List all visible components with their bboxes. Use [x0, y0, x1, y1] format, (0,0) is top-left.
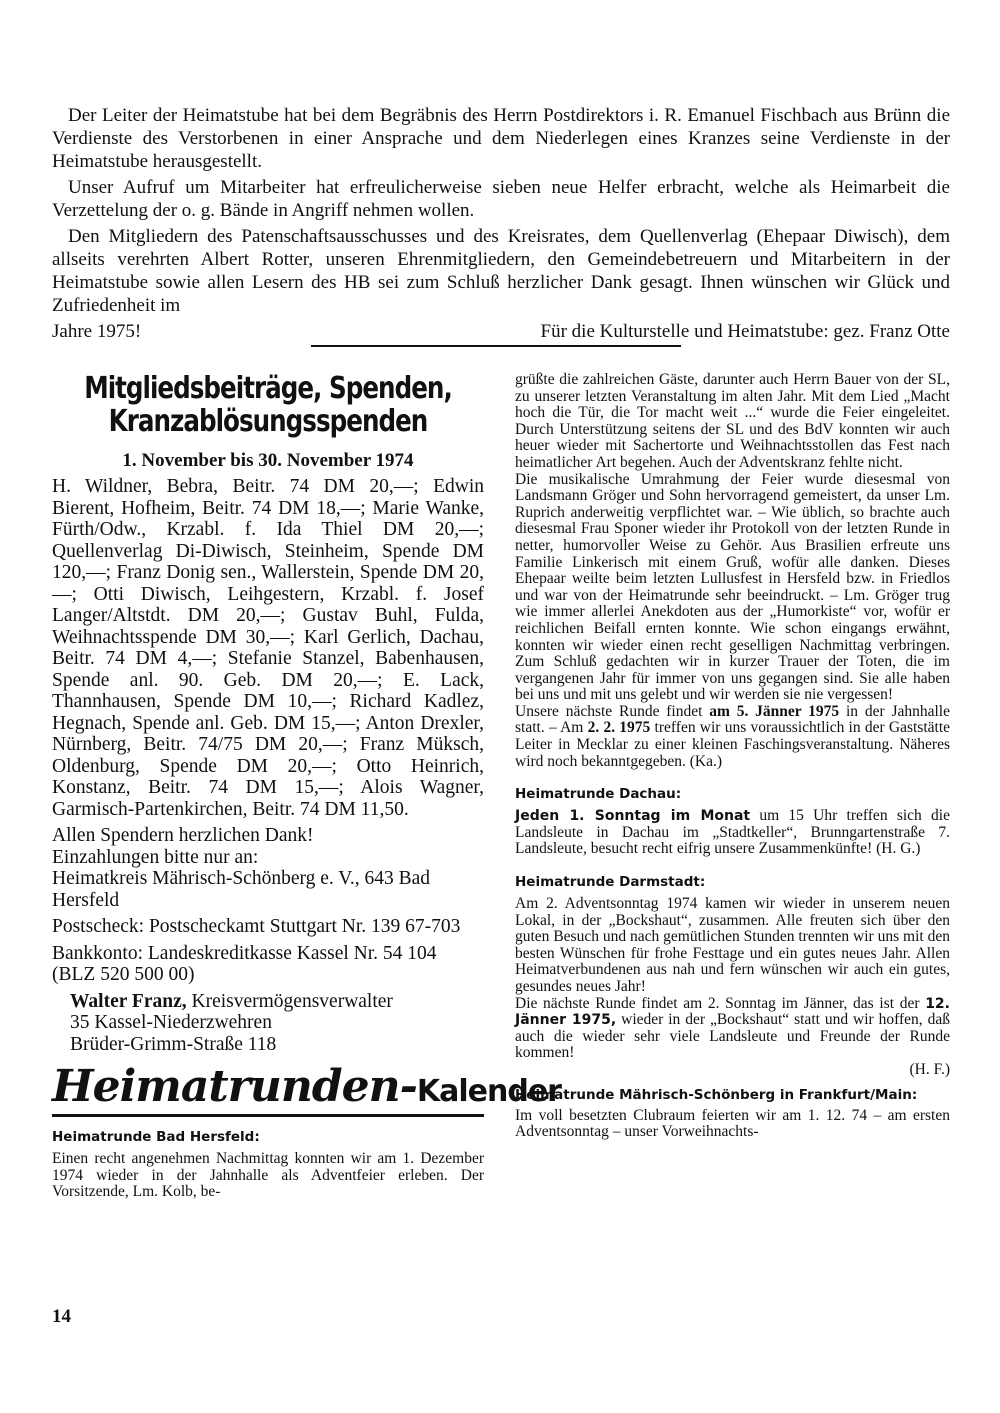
darmstadt-text-2c: wieder in der „Bockshaut“ statt und wir hoffen, daß auch die wieder sehr viele Landsleute und Freunde der Runde kommen! [515, 1011, 950, 1062]
treasurer-city: 35 Kassel-Niederzwehren [70, 1012, 272, 1033]
treasurer [52, 991, 484, 1013]
bad-hersfeld-text-music: Die musikalische Umrahmung der Feier wurde diesesmal von Landsmann Gröger und Sohn hervorragend gemeistert, da unser Lm. Ruprich anderweitig verpflichtet war. – Wie üblich, so brachte auch diesesmal Frau Sponer wieder ihr Protokoll von der letzten Runde in netter, humorvoller Weise zu Gehör. Aus Brasilien erfreute uns Familie Linkerisch mit einem Gruß, wofür alle danken. Dieses Ehepaar weilte beim letzten Lullusfest in Hersfeld bzw. in Friedlos und war von der Heimatrunde sehr beeindruckt. – Lm. Gröger trug wie immer allerlei Anekdoten aus der „Humorkiste“ vor, wofür er reichlichen Beifall ernten konnte. Wie schon eingangs erwähnt, konnten wir wieder einen recht geselligen Nachmittag verbringen. Zum Schluß gedachten wir in kurzer Trauer der Toten, die im vergangenen Jahr für immer von uns gegangen sind. Sie alle haben bei uns und mit uns gelebt und wir werden sie nie vergessen! [515, 470, 950, 704]
next-meeting-date-1: am 5. Jänner 1975 [709, 702, 840, 720]
darmstadt-text-2 [515, 996, 950, 1062]
donations-heading-line-2: Kranzablösungsspenden [108, 404, 428, 439]
frankfurt-text: Im voll besetzten Clubraum feierten wir am 1. 12. 74 – am ersten Adventsonntag – unser Vorweihnachts- [515, 1106, 950, 1141]
dachau-schedule: Jeden 1. Sonntag im Monat [515, 808, 751, 825]
intro-paragraph-2: Unser Aufruf um Mitarbeiter hat erfreulicherweise sieben neue Helfer erbracht, welche als Heimarbeit die Verzettelung der o. g. Bände in Angriff nehmen wollen. [52, 177, 950, 221]
donations-heading [58, 372, 478, 438]
donations-list: H. Wildner, Bebra, Beitr. 74 DM 20,—; Edwin Bierent, Hofheim, Beitr. 74 DM 18,—; Marie Wanke, Fürth/Odw., Krzabl. f. Ida Thiel DM 20,—; Quellenverlag Di-Diwisch, Steinheim, Spende DM 120,—; Franz Donig sen., Wallerstein, Spende DM 20,—; Otti Diwisch, Leihgestern, Krzabl. f. Josef Langer/Altstdt. DM 20,—; Gustav Buhl, Fulda, Weihnachtsspende DM 30,—; Karl Gerlich, Dachau, Beitr. 74 DM 4,—; Stefanie Stanzel, Babenhausen, Spende anl. 90. Geb. DM 20,—; E. Lack, Thannhausen, Spende DM 10,—; Richard Kadlez, Hegnach, Spende anl. Geb. DM 15,—; Anton Drexler, Nürnberg, Beitr. 74/75 DM 20,—; Franz Müksch, Oldenburg, Spende DM 20,—; Otto Heinrich, Konstanz, Beitr. 74 DM 15,—; Alois Wagner, Garmisch-Partenkirchen, Beitr. 74 DM 11,50. [52, 476, 484, 820]
bad-hersfeld-text-start: Einen recht angenehmen Nachmittag konnten wir am 1. Dezember 1974 wieder in der Jahnhalle als Adventfeier erleben. Der Vorsitzende, Lm. Kolb, be- [52, 1150, 484, 1201]
frankfurt-heading: Heimatrunde Mährisch-Schönberg in Frankfurt/Main: [515, 1086, 918, 1103]
next-meeting-text-e: treffen wir uns voraussichtlich in der Gaststätte Leiter in Mecklar zu einer kleinen Faschingsveranstaltung. Näheres wird noch bekanntgegeben. (Ka.) [515, 719, 951, 770]
kalender-title-tail: Kalender [416, 1074, 561, 1109]
darmstadt-sign: (H. F.) [909, 1060, 950, 1078]
next-meeting-text-a: Unsere nächste Runde findet [515, 702, 710, 720]
postscheck: Postscheck: Postscheckamt Stuttgart Nr. 139 67-703 [52, 916, 461, 937]
donations-heading-line-1: Mitgliedsbeiträge, Spenden, [84, 371, 452, 406]
bad-hersfeld-next-meeting [515, 704, 950, 770]
darmstadt-date: 12. Jänner 1975, [515, 995, 950, 1029]
payment-label: Einzahlungen bitte nur an: [52, 846, 259, 868]
left-column [52, 371, 561, 1201]
dachau-details: um 15 Uhr treffen sich die Landsleute in Dachau im „Stadtkeller“, Brunngartenstraße 7. Landsleute, besucht recht eifrig unsere Zusammenkünfte! (H. G.) [515, 807, 950, 858]
bad-hersfeld-heading: Heimatrunde Bad Hersfeld: [52, 1129, 260, 1145]
next-meeting-date-2: 2. 2. 1975 [587, 719, 651, 737]
darmstadt-text-2a: Die nächste Runde findet am 2. Sonntag im Jänner, das ist der [515, 994, 926, 1012]
section-divider [311, 345, 681, 347]
treasurer-name: Walter Franz, [70, 990, 187, 1012]
payment-address: Heimatkreis Mährisch-Schönberg e. V., 643 Bad Hersfeld [52, 868, 431, 911]
right-column [515, 372, 950, 1141]
dachau-heading: Heimatrunde Dachau: [515, 786, 682, 803]
next-meeting-text-c: in der Jahnhalle statt. – Am [515, 702, 950, 737]
closing-line [52, 320, 950, 343]
intro-paragraph-3: Den Mitgliedern des Patenschaftsausschusses und des Kreisrates, dem Quellenverlag (Ehepaar Diwisch), dem allseits verehrten Albert Rotter, unseren Ehrenmitgliedern, den Gemeindebetreuern und Mitarbeitern in der Heimatstube sowie allen Lesern des HB sei zum Schluß herzlicher Dank gesagt. Ihnen wünschen wir Glück und Zufriedenheit im [52, 226, 950, 316]
treasurer-role: Kreisvermögensverwalter [186, 990, 393, 1012]
darmstadt-heading: Heimatrunde Darmstadt: [515, 874, 706, 891]
dachau-text [515, 808, 950, 858]
page-number: 14 [52, 1306, 71, 1327]
intro-paragraph-1: Der Leiter der Heimatstube hat bei dem Begräbnis des Herrn Postdirektors i. R. Emanuel Fischbach aus Brünn die Verdienste des Verstorbenen in einer Ansprache und dem Niederlegen eines Kranzes seine Verdienste in der Heimatstube herausgestellt. [52, 105, 950, 172]
donations-period: 1. November bis 30. November 1974 [122, 450, 414, 471]
donations-thanks: Allen Spendern herzlichen Dank! [52, 825, 314, 846]
intro-section [52, 104, 950, 343]
bankkonto: Bankkonto: Landeskreditkasse Kassel Nr. 54 104 (BLZ 520 500 00) [52, 942, 437, 985]
signature: Für die Kulturstelle und Heimatstube: gez. Franz Otte [540, 321, 950, 342]
kalender-heading [52, 1061, 561, 1112]
darmstadt-text-1: Am 2. Adventsonntag 1974 kamen wir wieder in unserem neuen Lokal, in der „Bockshaut“, zusammen. Alle freuten sich über den guten Besuch und nach gemütlichen Stunden trennten wir uns mit den besten Wünschen für frohe Festtage und ein gutes neues Jahr. Allen Heimatverbundenen aus nah und fern wünschen wir auch ein gutes, gesundes neues Jahr! [515, 895, 950, 995]
kalender-title-main: Heimatrunden- [52, 1061, 417, 1112]
kalender-rule [52, 1114, 484, 1117]
closing-year: Jahre 1975! [52, 321, 142, 342]
treasurer-street: Brüder-Grimm-Straße 118 [70, 1033, 277, 1055]
bad-hersfeld-text-continued: grüßte die zahlreichen Gäste, darunter auch Herrn Bauer von der SL, zu unserer letzten Veranstaltung im alten Jahr. Mit dem Lied „Macht hoch die Tür, die Tor macht weit ...“ wurde die Feier eingeleitet. Durch Unterstützung seitens der SL und des BdV konnten wir auch heuer wieder mit Sachertorte und Weihnachtsstollen das Fest nach heimatlicher Art begehen. Auch der Adventskranz fehlte nicht. [515, 371, 950, 471]
